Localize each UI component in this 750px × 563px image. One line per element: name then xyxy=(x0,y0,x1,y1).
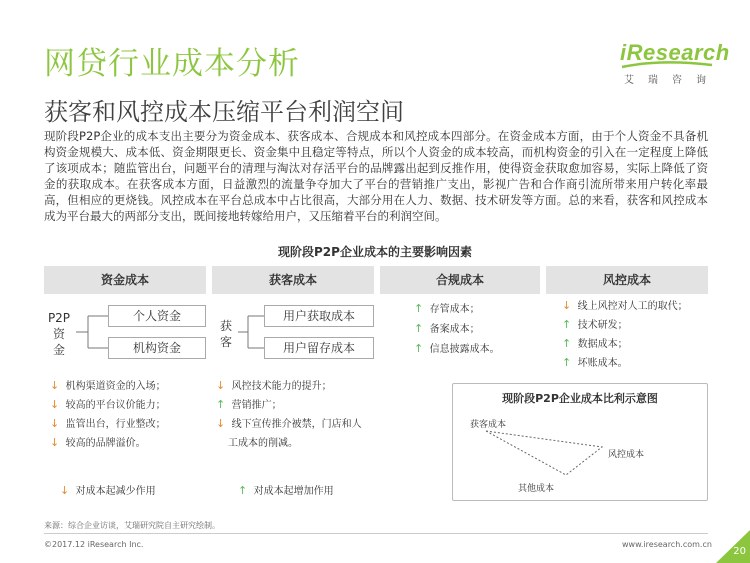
capital-label xyxy=(44,310,74,358)
compliance-item-list xyxy=(414,300,500,360)
list-item: 线下宣传推介被禁，门店和人 xyxy=(231,419,362,430)
capital-label-line: P2P xyxy=(47,311,71,325)
personal-funds-box: 个人资金 xyxy=(108,305,206,327)
arrow-up-icon: ↑ xyxy=(216,398,226,411)
list-item: 风控技术能力的提升； xyxy=(231,381,332,392)
category-risk-cost: 风控成本 xyxy=(546,266,708,294)
acquisition-factor-list xyxy=(216,377,362,453)
risk-cost-vertex-label: 风控成本 xyxy=(608,450,645,460)
logo-subtitle: 艾瑞咨询 xyxy=(624,75,720,86)
arrow-up-icon: ↑ xyxy=(414,342,424,355)
page-subtitle: 获客和风控成本压缩平台利润空间 xyxy=(44,98,404,126)
arrow-down-icon: ↓ xyxy=(216,379,226,392)
arrow-down-icon: ↓ xyxy=(50,436,60,449)
diagram-title: 现阶段P2P企业成本的主要影响因素 xyxy=(278,245,472,259)
list-item: 备案成本； xyxy=(429,324,480,335)
list-item: 数据成本； xyxy=(577,339,628,350)
arrow-up-icon: ↑ xyxy=(414,322,424,335)
acquisition-bracket-connector xyxy=(236,304,266,360)
arrow-up-icon: ↑ xyxy=(238,484,248,497)
arrow-up-icon: ↑ xyxy=(562,337,572,350)
website-url: www.iresearch.com.cn xyxy=(622,540,712,549)
list-item: 信息披露成本。 xyxy=(429,344,500,355)
list-item: 较高的品牌溢价。 xyxy=(65,438,146,449)
legend-increase-label: 对成本起增加作用 xyxy=(253,486,334,497)
list-item: 技术研发； xyxy=(577,320,628,331)
cost-ratio-diagram-title: 现阶段P2P企业成本比利示意图 xyxy=(502,392,658,405)
arrow-up-icon: ↑ xyxy=(562,318,572,331)
legend-decrease-label: 对成本起减少作用 xyxy=(75,486,156,497)
intro-paragraph: 现阶段P2P企业的成本支出主要分为资金成本、获客成本、合规成本和风控成本四部分。在资金成本方面，由于个人资金不具备机构资金规模大、成本低、资金期限更长、资金集中且稳定等特点，所以个人资金的成本较高，而机构资金的引入在一定程度上降低了该项成本；随监管出台，问题平台的清理与淘汰对存活平台的品牌露出起到反推作用，使得资金获取愈加容易，实际上降低了资金的获取成本。在获客成本方面，日益激烈的流量争夺加大了平台的营销推广支出，影视广告和合作商引流所带来用户转化率最高，但相应的更烧钱。风控成本在平台总成本中占比很高，大部分用在人力、数据、技术研发等方面。总的来看，获客和风控成本成为平台最大的两部分支出，既间接地转嫁给用户，又压缩着平台的利润空间。 xyxy=(44,129,708,223)
user-acquisition-cost-box: 用户获取成本 xyxy=(264,305,374,327)
list-item: 工成本的削减。 xyxy=(228,438,298,449)
acquisition-label-line: 获 xyxy=(219,319,232,333)
category-compliance-cost: 合规成本 xyxy=(380,266,540,294)
capital-label-line: 金 xyxy=(52,343,65,357)
arrow-up-icon: ↑ xyxy=(562,356,572,369)
page-title: 网贷行业成本分析 xyxy=(44,46,300,82)
logo-wordmark: iResearch xyxy=(620,40,730,65)
arrow-down-icon: ↓ xyxy=(60,484,70,497)
iresearch-logo xyxy=(616,40,730,92)
list-item: 机构渠道资金的入场； xyxy=(65,381,166,392)
cost-ratio-triangle xyxy=(452,383,708,501)
acquisition-label-line: 客 xyxy=(219,335,232,349)
list-item: 监管出台，行业整改； xyxy=(65,419,166,430)
capital-label-line: 资 xyxy=(52,327,65,341)
legend-decrease xyxy=(60,482,156,497)
category-acquisition-cost: 获客成本 xyxy=(212,266,374,294)
arrow-up-icon: ↑ xyxy=(414,302,424,315)
page-number: 20 xyxy=(733,546,746,557)
list-item: 营销推广； xyxy=(231,400,282,411)
list-item: 线上风控对人工的取代； xyxy=(577,301,688,312)
acquisition-cost-vertex-label: 获客成本 xyxy=(470,420,507,430)
arrow-down-icon: ↓ xyxy=(50,417,60,430)
list-item: 坏账成本。 xyxy=(577,358,628,369)
legend-increase xyxy=(238,482,334,497)
list-item: 较高的平台议价能力； xyxy=(65,400,166,411)
copyright: ©2017.12 iResearch Inc. xyxy=(44,540,144,549)
footer-divider xyxy=(44,533,708,534)
institutional-funds-box: 机构资金 xyxy=(108,337,206,359)
arrow-down-icon: ↓ xyxy=(50,379,60,392)
acquisition-label xyxy=(214,318,238,350)
risk-item-list xyxy=(562,297,688,373)
logo-swoosh-icon xyxy=(620,61,714,71)
list-item: 存管成本； xyxy=(429,304,480,315)
arrow-down-icon: ↓ xyxy=(50,398,60,411)
capital-factor-list xyxy=(50,377,166,453)
capital-bracket-connector xyxy=(74,304,110,360)
category-capital-cost: 资金成本 xyxy=(44,266,206,294)
arrow-down-icon: ↓ xyxy=(216,417,226,430)
source-note: 来源：综合企业访谈，艾瑞研究院自主研究绘制。 xyxy=(44,521,220,530)
other-cost-vertex-label: 其他成本 xyxy=(518,484,555,494)
arrow-down-icon: ↓ xyxy=(562,299,572,312)
user-retention-cost-box: 用户留存成本 xyxy=(264,337,374,359)
